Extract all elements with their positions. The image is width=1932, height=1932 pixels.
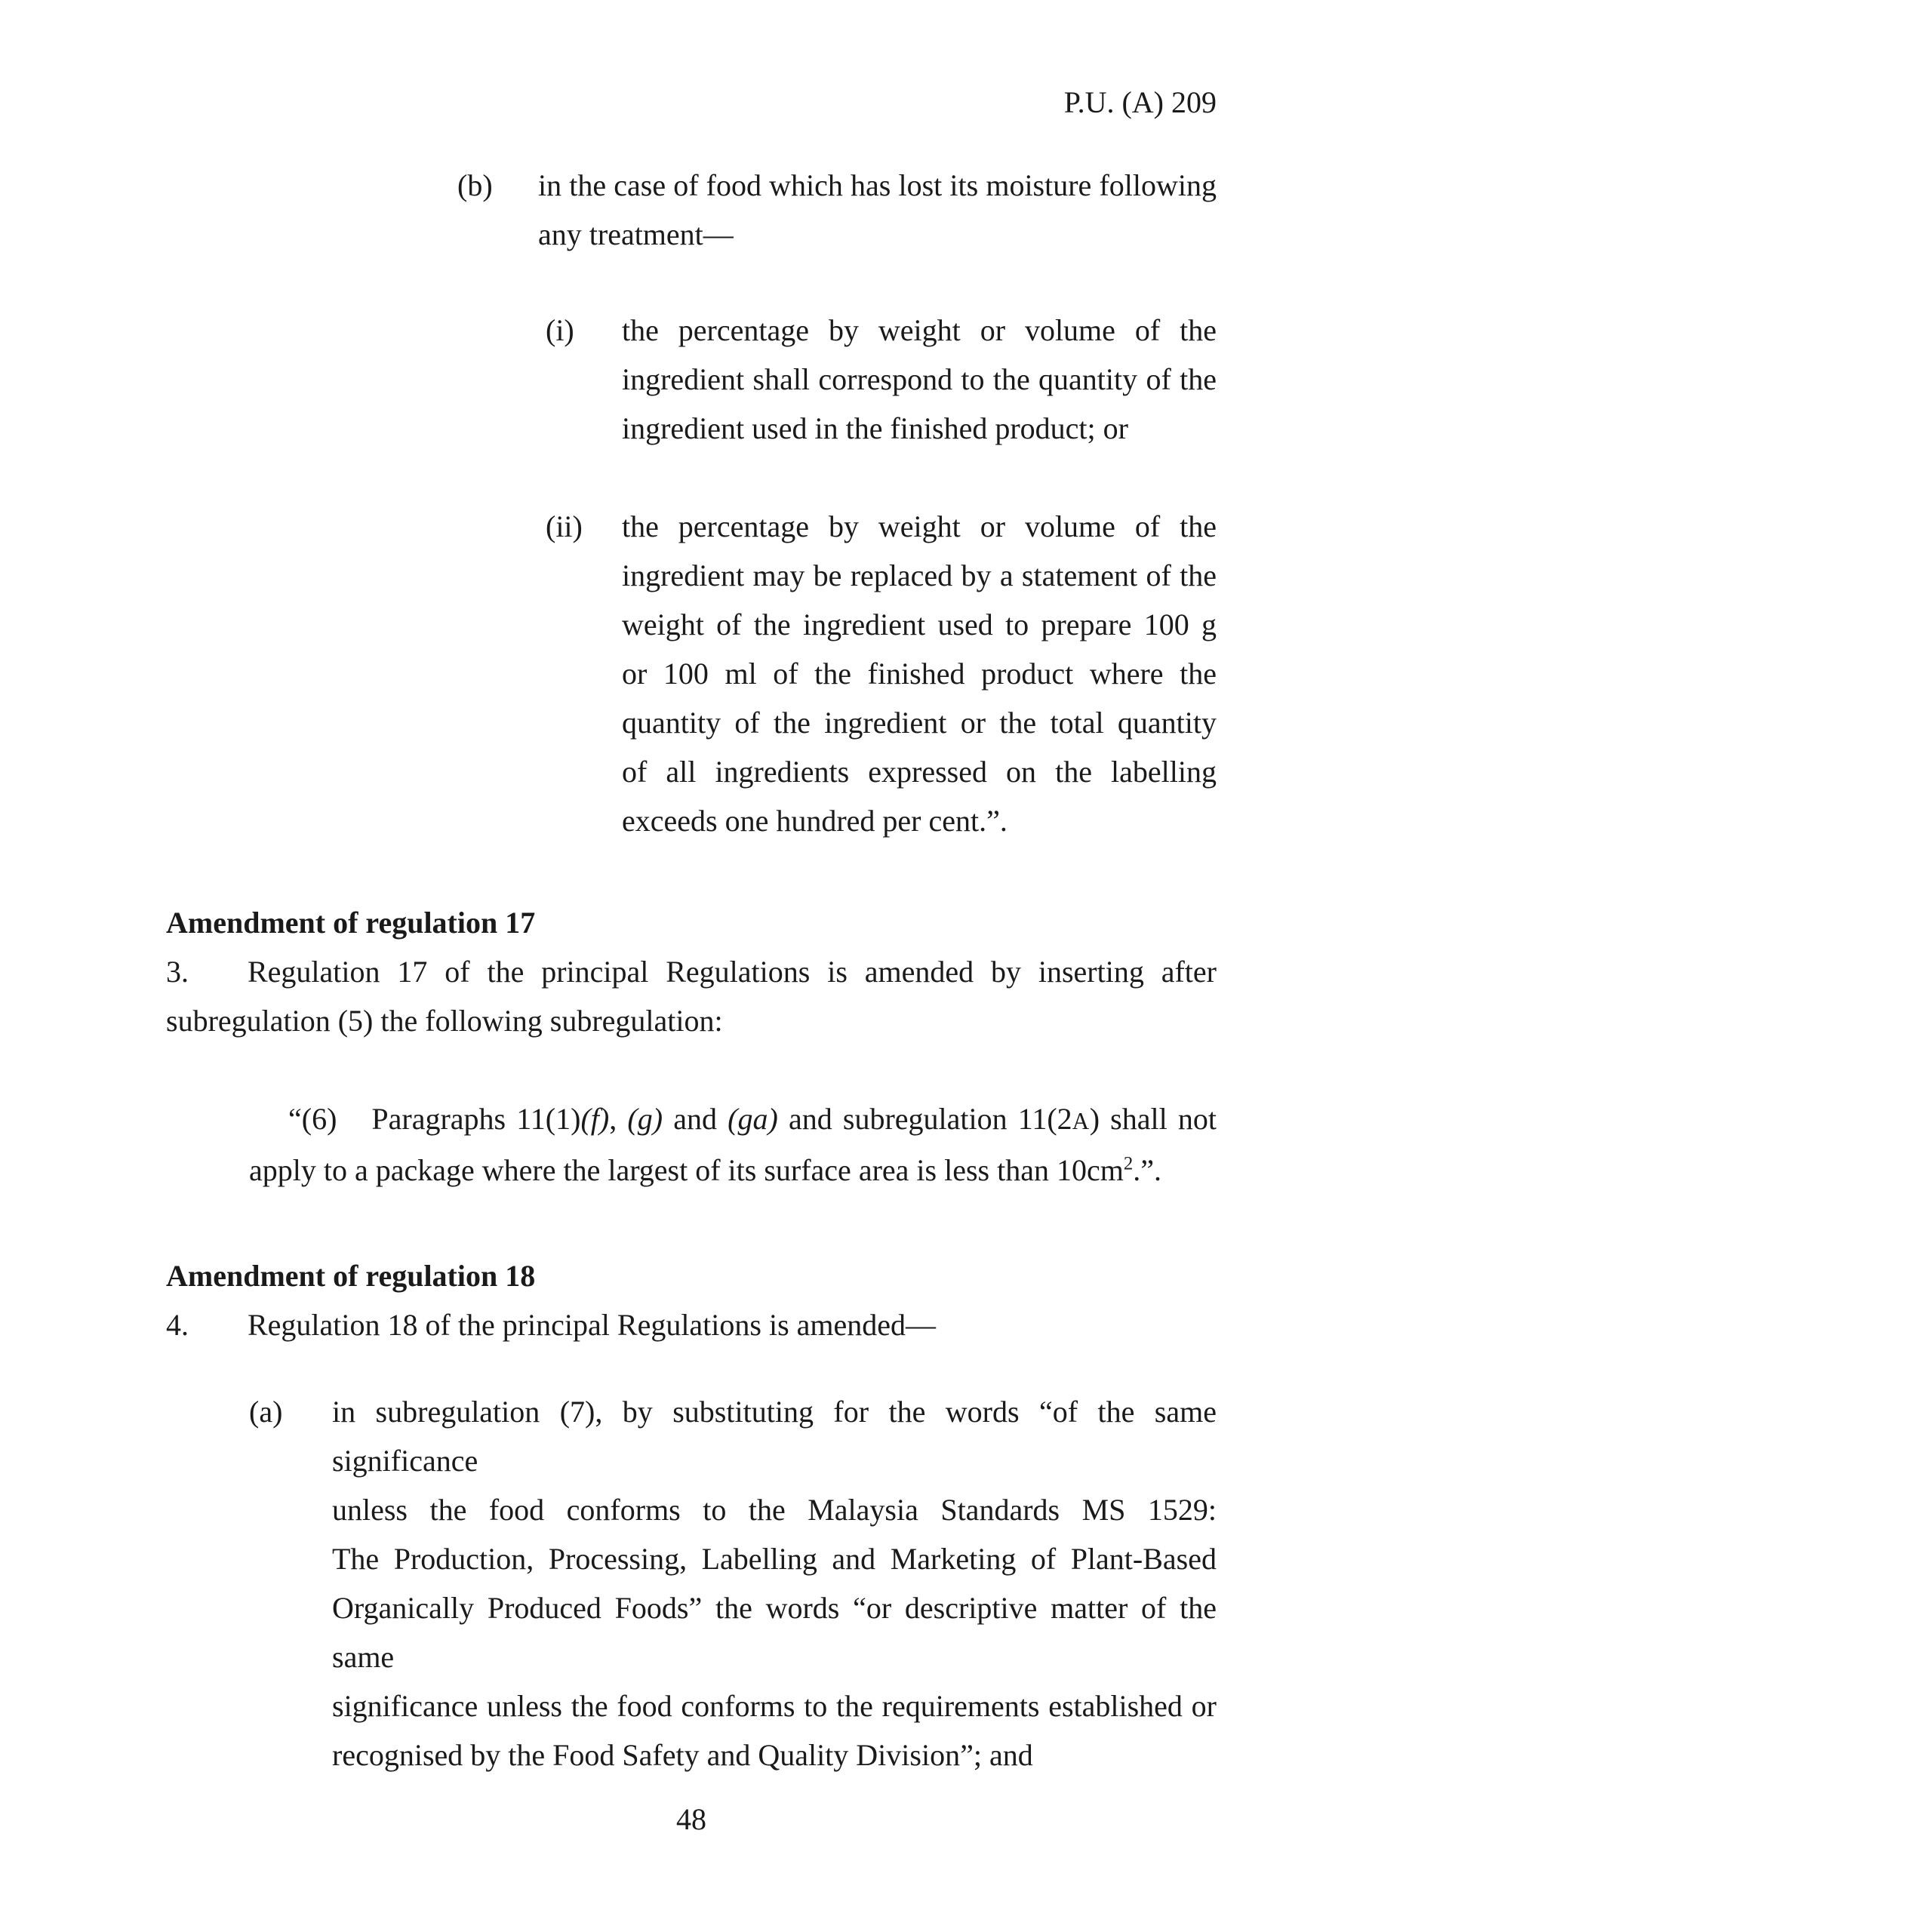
text-line: significance unless the food conforms to the requirements established or bbox=[332, 1689, 1217, 1723]
text-line: Organically Produced Foods” the words “or descriptive matter of the same bbox=[332, 1591, 1217, 1674]
subclause-ii-label: (ii) bbox=[546, 509, 583, 543]
text-line: the percentage by weight or volume of the bbox=[622, 509, 1217, 543]
subclause-i-text bbox=[622, 306, 1217, 453]
clause-b-text bbox=[538, 161, 1217, 259]
text-line: quantity of the ingredient or the total quantity bbox=[622, 706, 1217, 740]
text-line: weight of the ingredient used to prepare 100 g bbox=[622, 608, 1217, 641]
section-3-paragraph bbox=[166, 947, 1217, 1045]
subregulation-6-paragraph bbox=[249, 1094, 1217, 1195]
text-line: of all ingredients expressed on the labelling bbox=[622, 755, 1217, 789]
subclause-ii-text bbox=[622, 502, 1217, 845]
text-line: any treatment— bbox=[538, 217, 734, 251]
text-line: or 100 ml of the finished product where the bbox=[622, 657, 1217, 691]
italic-ref-ga: (ga) bbox=[728, 1102, 778, 1136]
section-3-heading: Amendment of regulation 17 bbox=[166, 906, 536, 940]
page-number: 48 bbox=[676, 1802, 706, 1836]
document-reference: P.U. (A) 209 bbox=[1063, 85, 1217, 119]
subregulation-6-open: “(6) bbox=[288, 1102, 337, 1136]
smallcap-a: A bbox=[1072, 1108, 1090, 1134]
item-a-label: (a) bbox=[249, 1395, 283, 1429]
italic-ref-g: (g) bbox=[627, 1102, 663, 1136]
text-line: the percentage by weight or volume of the bbox=[622, 313, 1217, 347]
text-line: 3. Regulation 17 of the principal Regulations is amended by inserting after bbox=[166, 955, 1217, 989]
clause-b bbox=[457, 161, 1217, 259]
section-4-paragraph bbox=[166, 1300, 1217, 1349]
text-line: ingredient may be replaced by a statement of the bbox=[622, 558, 1217, 592]
text-line: in the case of food which has lost its moisture following bbox=[538, 168, 1217, 202]
subclause-i-label: (i) bbox=[546, 313, 574, 347]
text-line: exceeds one hundred per cent.”. bbox=[622, 804, 1008, 838]
subclause-ii bbox=[546, 502, 1217, 845]
text-line: subregulation (5) the following subregulation: bbox=[166, 1004, 723, 1038]
text-line: ingredient shall correspond to the quantity of the bbox=[622, 362, 1217, 396]
subclause-i bbox=[546, 306, 1217, 453]
text-line: in subregulation (7), by substituting for the words “of the same significance bbox=[332, 1395, 1217, 1478]
text-line: recognised by the Food Safety and Quality Division”; and bbox=[332, 1738, 1033, 1772]
text-line: unless the food conforms to the Malaysia Standards MS 1529: bbox=[332, 1493, 1217, 1527]
section-4-heading: Amendment of regulation 18 bbox=[166, 1259, 536, 1293]
section-4-number: 4. bbox=[166, 1308, 189, 1342]
text-line: “(6) Paragraphs 11(1)(f), (g) and (ga) and subregulation 11(2A) shall not bbox=[288, 1102, 1217, 1136]
text-line: The Production, Processing, Labelling and Marketing of Plant-Based bbox=[332, 1542, 1217, 1576]
text-line: apply to a package where the largest of its surface area is less than $10cm^2$.”. bbox=[249, 1153, 1161, 1187]
clause-b-label: (b) bbox=[457, 168, 493, 202]
section-3-number: 3. bbox=[166, 955, 189, 989]
item-a-text bbox=[332, 1387, 1217, 1780]
superscript-2: 2 bbox=[1123, 1153, 1134, 1174]
text-line: 4. Regulation 18 of the principal Regulations is amended— bbox=[166, 1308, 937, 1342]
italic-ref-f: (f) bbox=[580, 1102, 610, 1136]
page-content bbox=[166, 0, 1217, 1780]
item-a bbox=[249, 1387, 1217, 1780]
text-line: ingredient used in the finished product; or bbox=[622, 411, 1128, 445]
